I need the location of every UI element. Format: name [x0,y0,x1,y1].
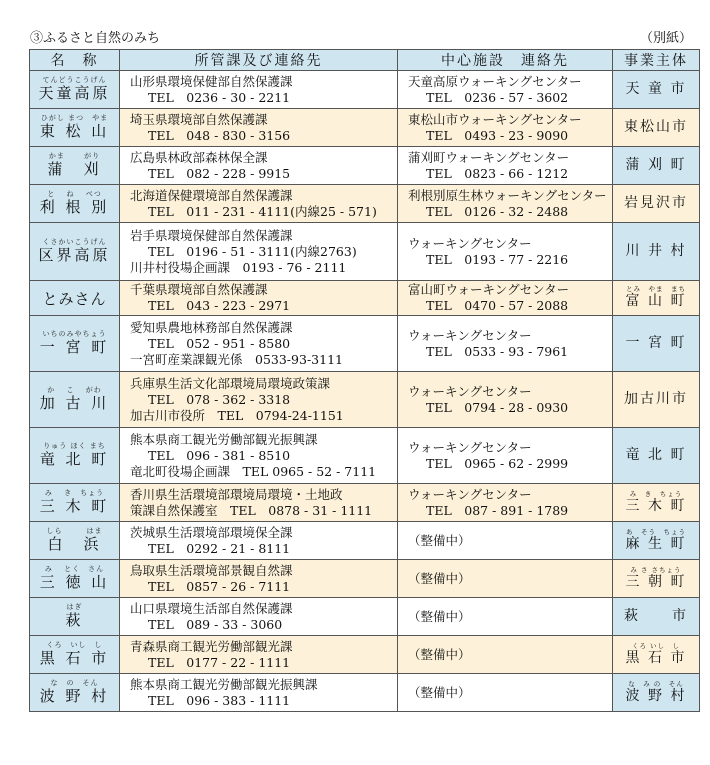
trail-name: 区界高原 [38,246,111,264]
entity-cell [613,636,700,674]
office-tel: TEL 0177 - 22 - 1111 [148,654,291,670]
office-tel: TEL 0292 - 21 - 8111 [148,540,291,556]
center-tel: TEL 0126 - 32 - 2488 [426,203,569,219]
trail-name: 白 浜 [47,535,102,553]
trail-name: 波 野 村 [39,687,110,705]
header-center: 中心施設 連絡先 [398,50,613,71]
center-tel: TEL 0193 - 77 - 2216 [426,251,569,267]
entity-name: 三 朝 町 [625,573,687,590]
trail-name-reading: と ね べつ [47,190,102,198]
entity-name: 一 宮 町 [625,335,687,351]
office-contact: 竜北町役場企画課 TEL 0965 - 52 - 7111 [130,463,377,479]
table-row [30,71,700,109]
center-tel: TEL 0823 - 66 - 1212 [426,165,569,181]
table-row [30,636,700,674]
office-name: 埼玉県環境部自然保護課 [130,111,268,127]
center-cell [398,674,613,712]
entity-name: 黒 石 市 [625,649,687,666]
office-cell [120,674,398,712]
office-tel: TEL 048 - 830 - 3156 [148,127,291,143]
office-name: 広島県林政部森林保全課 [130,149,268,165]
office-name: 鳥取県生活環境部景観自然課 [130,562,293,578]
entity-reading: くろ いし し [631,641,681,650]
office-name: 愛知県農地林務部自然保護課 [130,319,293,335]
entity-name: 天 童 市 [625,81,687,97]
center-cell [398,109,613,147]
office-name: 香川県生活環境部環境局環境・土地政 [130,486,343,502]
table-row [30,560,700,598]
trail-name-reading: てんどうこうげん [42,76,107,84]
entity-cell [613,674,700,712]
office-tel: TEL 011 - 231 - 4111(内線25 - 571) [148,203,377,219]
entity-cell [613,71,700,109]
center-tel: TEL 087 - 891 - 1789 [426,502,569,518]
header-office: 所管課及び連絡先 [120,50,398,71]
entity-cell [613,281,700,316]
office-tel: TEL 052 - 951 - 8580 [148,335,291,351]
office-tel: TEL 043 - 223 - 2971 [148,298,291,313]
header-entity: 事業主体 [613,50,700,71]
center-cell [398,636,613,674]
center-name: ウォーキングセンター [408,235,532,251]
office-name: 山口県環境生活部自然保護課 [130,600,293,616]
center-name: （整備中） [408,570,471,586]
table-row [30,281,700,316]
office-name: 熊本県商工観光労働部観光振興課 [130,431,318,447]
table-row [30,147,700,185]
table-row [30,109,700,147]
entity-name: 川 井 村 [625,243,687,259]
center-cell [398,223,613,281]
office-cell [120,71,398,109]
center-tel: TEL 0470 - 57 - 2088 [426,298,569,313]
office-name: 北海道保健環境部自然保護課 [130,187,293,203]
center-cell [398,147,613,185]
office-tel: TEL 078 - 362 - 3318 [148,391,291,407]
trail-name-cell [30,281,120,316]
trail-name-cell [30,598,120,636]
entity-cell [613,372,700,428]
page-title: ③ふるさと自然のみち [30,31,161,46]
trail-name-reading: はぎ [66,603,83,611]
table-row [30,185,700,223]
office-cell [120,484,398,522]
center-cell [398,484,613,522]
trail-name-reading: み き ちょう [44,489,105,497]
trail-name-reading: な の そん [50,679,99,687]
entity-reading: み き ちょう [629,489,683,498]
table-row [30,484,700,522]
trail-name-cell [30,428,120,484]
center-name: 蒲刈町ウォーキングセンター [408,149,570,165]
entity-cell [613,147,700,185]
entity-cell [613,522,700,560]
office-contact: 川井村役場企画課 0193 - 76 - 2111 [130,259,347,275]
office-contact: 一宮町産業課観光係 0533-93-3111 [130,351,343,367]
office-tel: TEL 089 - 33 - 3060 [148,616,283,632]
trail-name: 萩 [65,611,84,629]
office-cell [120,598,398,636]
trail-name-cell [30,109,120,147]
entity-reading: み さ さちょう [630,565,682,574]
office-name: 茨城県生活環境部環境保全課 [130,524,293,540]
entity-name: 三 木 町 [625,497,687,514]
center-name: （整備中） [408,646,471,662]
table-body [30,71,700,712]
center-cell [398,71,613,109]
center-cell [398,560,613,598]
trail-name-reading: くろ いし し [46,641,103,649]
center-tel: TEL 0794 - 28 - 0930 [426,399,569,415]
trail-name: 天童高原 [38,84,111,102]
trail-name-cell [30,185,120,223]
trail-name-reading: か こ がわ [47,386,102,394]
trail-name: 黒 石 市 [39,649,110,667]
office-name: 兵庫県生活文化部環境局環境政策課 [130,375,331,391]
center-tel: TEL 0493 - 23 - 9090 [426,127,569,143]
center-name: （整備中） [408,608,471,624]
office-name: 岩手県環境保健部自然保護課 [130,227,293,243]
table-row [30,428,700,484]
trail-name: 三 徳 山 [39,573,110,591]
office-tel: TEL 096 - 383 - 1111 [148,692,291,708]
office-name: 千葉県環境部自然保護課 [130,282,268,297]
center-cell [398,522,613,560]
trail-name-reading: くさかいこうげん [42,238,107,246]
trail-name-cell [30,147,120,185]
table-row [30,674,700,712]
trail-name-reading: りゅう ほく まち [43,442,106,450]
center-name: ウォーキングセンター [408,486,532,502]
center-name: 天童高原ウォーキングセンター [408,73,582,89]
office-tel: TEL 0857 - 26 - 7111 [148,578,291,594]
trail-name-cell [30,316,120,372]
office-cell [120,147,398,185]
entity-name: 東松山市 [624,119,688,135]
entity-name: 麻 生 町 [625,535,687,552]
table-row [30,316,700,372]
trail-name: 東 松 山 [39,122,110,140]
entity-name: 富 山 町 [625,293,687,309]
header-name: 名 称 [30,50,120,71]
entity-cell [613,484,700,522]
center-name: ウォーキングセンター [408,383,532,399]
trail-name-cell [30,223,120,281]
entity-cell [613,428,700,484]
entity-name: 岩見沢市 [624,195,688,211]
trail-name-cell [30,71,120,109]
office-cell [120,428,398,484]
center-cell [398,598,613,636]
office-cell [120,560,398,598]
entity-reading: な み の そん [628,679,684,688]
entity-name: 波 野 村 [625,687,687,704]
entity-cell [613,109,700,147]
trail-name-reading: しら はま [46,527,103,535]
office-cell [120,109,398,147]
entity-cell [613,185,700,223]
trail-name: 竜 北 町 [39,450,110,468]
trail-name: 利 根 別 [39,198,110,216]
office-tel: TEL 082 - 228 - 9915 [148,165,291,181]
center-tel: TEL 0236 - 57 - 3602 [426,89,569,105]
trail-name-cell [30,372,120,428]
trail-name-cell [30,674,120,712]
header-row [30,50,700,71]
trail-name-reading: ひがし まつ やま [40,114,109,122]
office-tel: TEL 0196 - 51 - 3111(内線2763) [148,243,357,259]
entity-name: 加古川市 [624,391,688,407]
office-cell [120,281,398,316]
trail-name-reading: み とく さん [44,565,105,573]
entity-reading: とみ やま まち [626,285,686,293]
center-name: 東松山市ウォーキングセンター [408,111,582,127]
entity-cell [613,316,700,372]
office-cell [120,316,398,372]
office-cell [120,636,398,674]
table-row [30,598,700,636]
trail-name: 加 古 川 [39,394,110,412]
entity-cell [613,560,700,598]
center-name: 富山町ウォーキングセンター [408,282,570,297]
center-tel: TEL 0533 - 93 - 7961 [426,343,569,359]
nature-trail-table [29,49,700,712]
table-row [30,522,700,560]
entity-reading: あ そう ちょう [626,527,686,536]
office-name: 青森県商工観光労働部観光課 [130,638,293,654]
center-name: ウォーキングセンター [408,439,532,455]
trail-name-cell [30,560,120,598]
office-contact: 策課自然保護室 TEL 0878 - 31 - 1111 [130,502,373,518]
trail-name-reading: いちのみやちょう [42,330,107,338]
center-name: 利根別原生林ウォーキングセンター [408,187,607,203]
office-tel: TEL 096 - 381 - 8510 [148,447,291,463]
attachment-note: （別紙） [640,31,693,46]
center-name: （整備中） [408,684,471,700]
trail-name: 三 木 町 [39,497,110,515]
center-name: ウォーキングセンター [408,327,532,343]
entity-cell [613,598,700,636]
office-cell [120,185,398,223]
table-row [30,372,700,428]
trail-name: 一 宮 町 [39,338,110,356]
entity-name: 竜 北 町 [625,447,687,463]
center-cell [398,185,613,223]
center-cell [398,281,613,316]
entity-name: 蒲 刈 町 [625,157,687,173]
office-cell [120,223,398,281]
office-name: 山形県環境保健部自然保護課 [130,73,293,89]
center-cell [398,316,613,372]
office-cell [120,372,398,428]
entity-cell [613,223,700,281]
trail-name-cell [30,636,120,674]
center-name: （整備中） [408,532,471,548]
trail-name: とみさん [42,289,107,308]
office-name: 熊本県商工観光労働部観光振興課 [130,676,318,692]
office-contact: 加古川市役所 TEL 0794-24-1151 [130,407,344,423]
office-cell [120,522,398,560]
trail-name: 蒲 刈 [47,160,102,178]
center-tel: TEL 0965 - 62 - 2999 [426,455,569,471]
trail-name-cell [30,484,120,522]
trail-name-reading: かま がり [48,152,101,160]
center-cell [398,428,613,484]
center-cell [398,372,613,428]
entity-name: 萩 市 [624,608,688,624]
trail-name-cell [30,522,120,560]
table-row [30,223,700,281]
office-tel: TEL 0236 - 30 - 2211 [148,89,291,105]
